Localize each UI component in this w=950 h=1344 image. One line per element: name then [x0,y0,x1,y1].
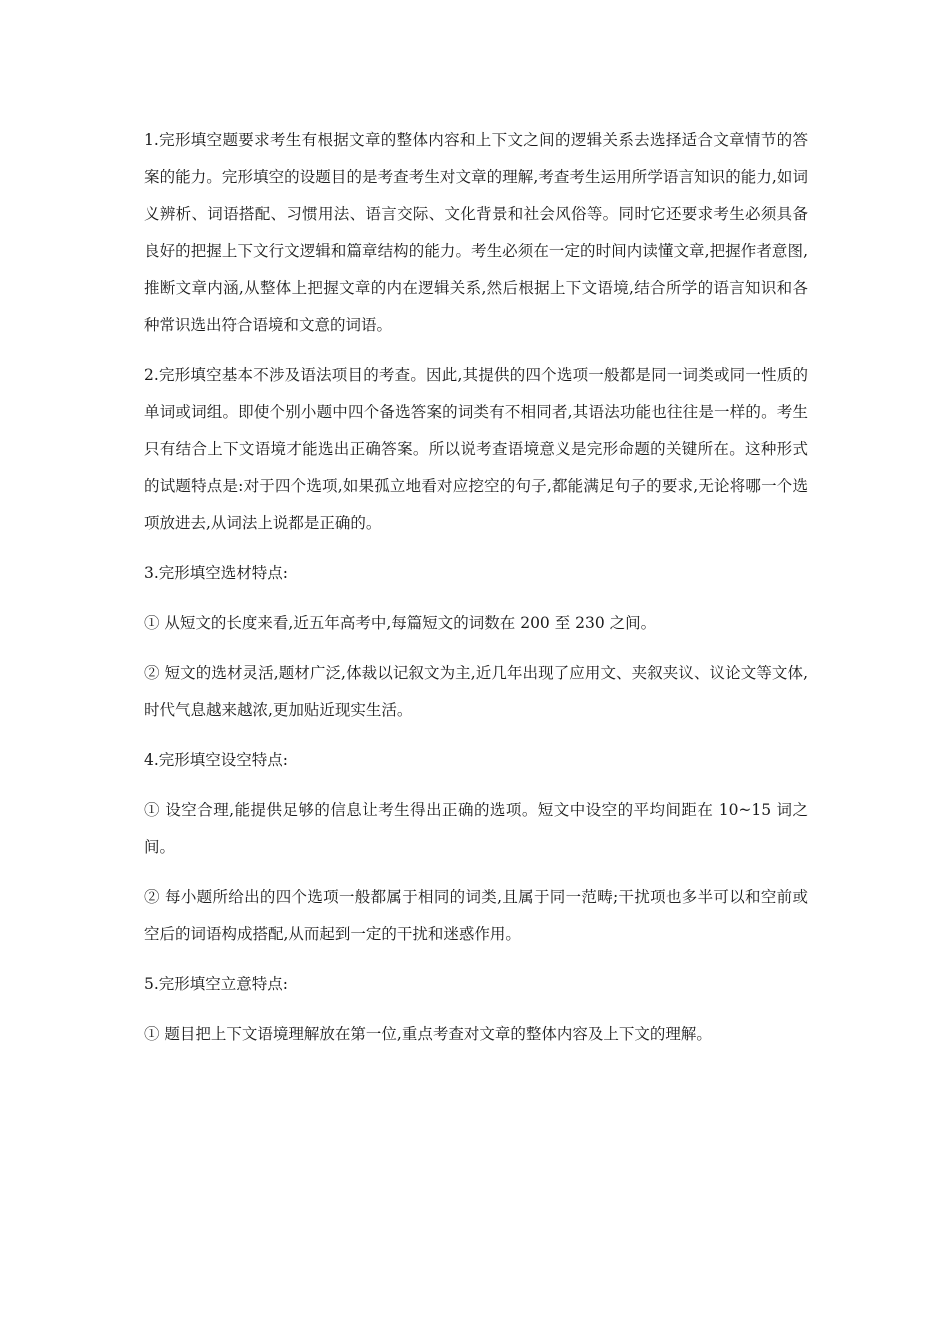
paragraph-1: 1.完形填空题要求考生有根据文章的整体内容和上下文之间的逻辑关系去选择适合文章情节的答案的能力。完形填空的设题目的是考查考生对文章的理解,考查考生运用所学语言知识的能力,如词义辨析、词语搭配、习惯用法、语言交际、文化背景和社会风俗等。同时它还要求考生必须具备良好的把握上下文行文逻辑和篇章结构的能力。考生必须在一定的时间内读懂文章,把握作者意图,推断文章内涵,从整体上把握文章的内在逻辑关系,然后根据上下文语境,结合所学的语言知识和各种常识选出符合语境和文意的词语。 [144,131,808,334]
list-item-5-1: ① 题目把上下文语境理解放在第一位,重点考查对文章的整体内容及上下文的理解。 [144,1025,712,1043]
list-item-3-2: ② 短文的选材灵活,题材广泛,体裁以记叙文为主,近几年出现了应用文、夹叙夹议、议论文等文体,时代气息越来越浓,更加贴近现实生活。 [144,664,808,719]
list-item-4-2: ② 每小题所给出的四个选项一般都属于相同的词类,且属于同一范畴;干扰项也多半可以和空前或空后的词语构成搭配,从而起到一定的干扰和迷惑作用。 [144,888,808,943]
document-body [144,122,808,1066]
paragraph-2: 2.完形填空基本不涉及语法项目的考查。因此,其提供的四个选项一般都是同一词类或同一性质的单词或词组。即使个别小题中四个备选答案的词类有不相同者,其语法功能也往往是一样的。考生只有结合上下文语境才能选出正确答案。所以说考查语境意义是完形命题的关键所在。这种形式的试题特点是:对于四个选项,如果孤立地看对应挖空的句子,都能满足句子的要求,无论将哪一个选项放进去,从词法上说都是正确的。 [144,366,808,532]
heading-4-blank-features: 4.完形填空设空特点: [144,751,289,769]
list-item-4-1: ① 设空合理,能提供足够的信息让考生得出正确的选项。短文中设空的平均间距在 10~15 词之间。 [144,801,808,856]
list-item-3-1: ① 从短文的长度来看,近五年高考中,每篇短文的词数在 200 至 230 之间。 [144,614,657,632]
heading-5-intent-features: 5.完形填空立意特点: [144,975,289,993]
heading-3-selection-features: 3.完形填空选材特点: [144,564,289,582]
